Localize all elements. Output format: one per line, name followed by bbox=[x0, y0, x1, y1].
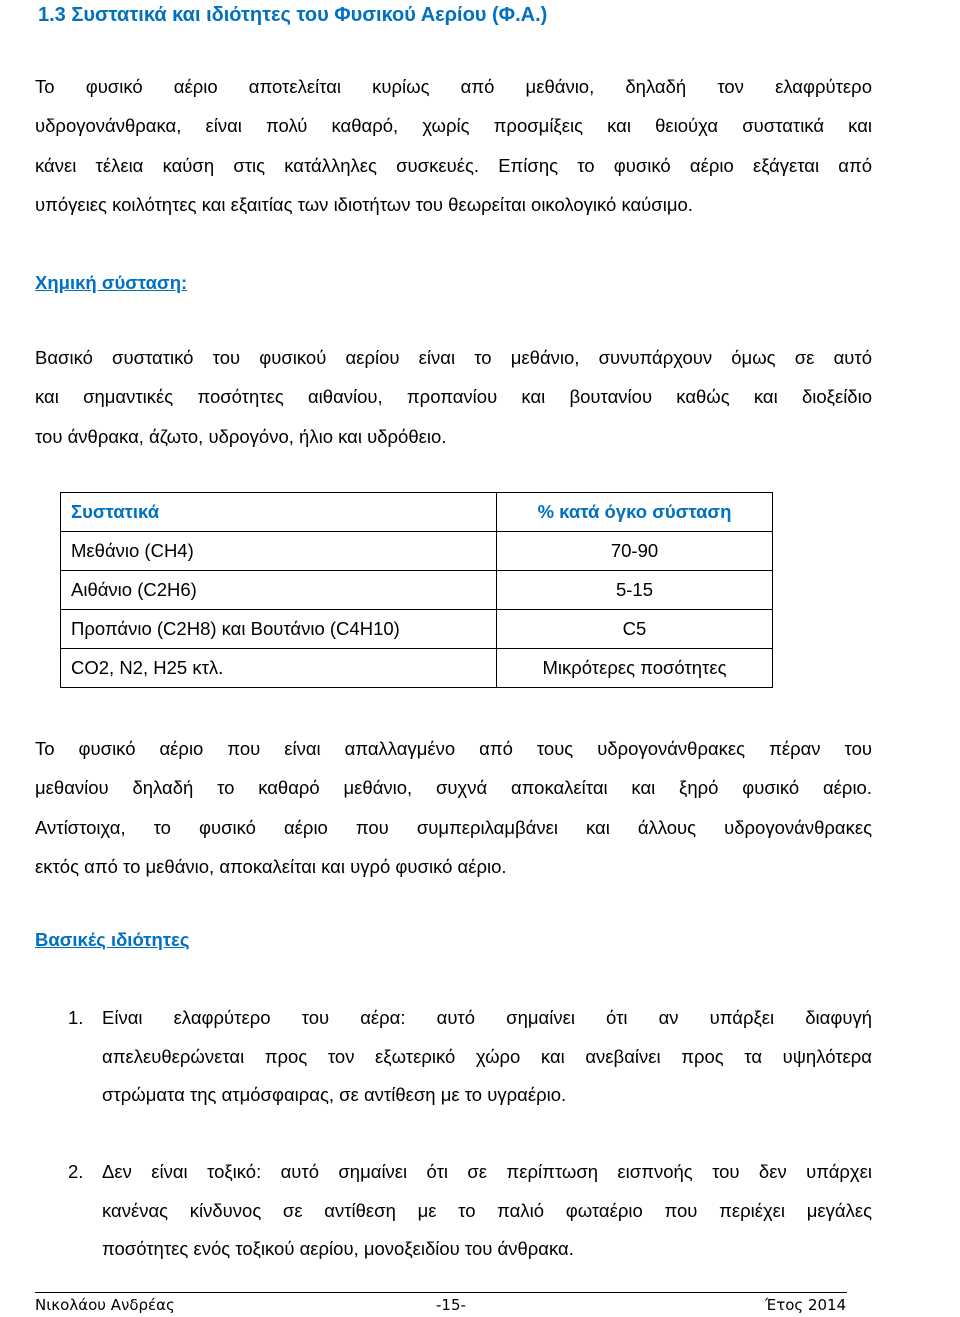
list-item-line: ποσότητες ενός τοξικού αερίου, μονοξειδίου του άνθρακα. bbox=[102, 1238, 574, 1259]
footer-divider bbox=[35, 1292, 847, 1293]
chemical-composition-title: Χημική σύσταση: bbox=[35, 272, 188, 293]
table-row bbox=[61, 532, 773, 571]
list-item-line: Δεν είναι τοξικό: αυτό σημαίνει ότι σε περίπτωση εισπνοής του δεν υπάρχει bbox=[102, 1161, 872, 1182]
table-cell: C5 bbox=[497, 610, 773, 649]
table-header-row bbox=[61, 493, 773, 532]
chemical-paragraph bbox=[35, 338, 872, 456]
list-item-number: 2. bbox=[68, 1161, 84, 1182]
table-cell: Προπάνιο (C2H8) και Βουτάνιο (C4H10) bbox=[61, 610, 497, 649]
table-cell: Μικρότερες ποσότητες bbox=[497, 649, 773, 688]
chemical-line: και σημαντικές ποσότητες αιθανίου, προπανίου και βουτανίου καθώς και διοξείδιο bbox=[35, 386, 872, 408]
table-cell: Μεθάνιο (CH4) bbox=[61, 532, 497, 571]
list-item-line: απελευθερώνεται προς τον εξωτερικό χώρο και ανεβαίνει προς τα υψηλότερα bbox=[102, 1045, 872, 1067]
footer-page-number: -15- bbox=[436, 1296, 466, 1314]
footer-author: Νικολάου Ανδρέας bbox=[35, 1296, 175, 1314]
footer-year: Έτος 2014 bbox=[765, 1296, 847, 1314]
intro-paragraph bbox=[35, 67, 872, 224]
list-item bbox=[68, 1153, 872, 1269]
table-cell: Αιθάνιο (C2H6) bbox=[61, 571, 497, 610]
dry-wet-paragraph bbox=[35, 729, 872, 886]
chemical-line: Βασικό συστατικό του φυσικού αερίου είναι το μεθάνιο, συνυπάρχουν όμως σε αυτό bbox=[35, 347, 872, 368]
table-row bbox=[61, 610, 773, 649]
dry-wet-line: εκτός από το μεθάνιο, αποκαλείται και υγρό φυσικό αέριο. bbox=[35, 855, 507, 877]
table-cell: 70-90 bbox=[497, 532, 773, 571]
section-heading: 1.3 Συστατικά και ιδιότητες του Φυσικού Αερίου (Φ.Α.) bbox=[38, 4, 548, 26]
intro-line: υπόγειες κοιλότητες και εξαιτίας των ιδιοτήτων του θεωρείται οικολογικό καύσιμο. bbox=[35, 193, 693, 215]
list-item-line: Είναι ελαφρύτερο του αέρα: αυτό σημαίνει ότι αν υπάρξει διαφυγή bbox=[102, 1007, 872, 1028]
intro-line: Το φυσικό αέριο αποτελείται κυρίως από μεθάνιο, δηλαδή τον ελαφρύτερο bbox=[35, 76, 872, 97]
table-row bbox=[61, 649, 773, 688]
table-cell: CO2, N2, H25 κτλ. bbox=[61, 649, 497, 688]
table-row bbox=[61, 571, 773, 610]
table-header-cell: % κατά όγκο σύσταση bbox=[497, 493, 773, 532]
list-item-line: κανένας κίνδυνος σε αντίθεση με το παλιό φωταέριο που περιέχει μεγάλες bbox=[102, 1199, 872, 1221]
chemical-line: του άνθρακα, άζωτο, υδρογόνο, ήλιο και υδρόθειο. bbox=[35, 425, 447, 447]
intro-line: υδρογονάνθρακα, είναι πολύ καθαρό, χωρίς προσμίξεις και θειούχα συστατικά και bbox=[35, 115, 872, 137]
basic-properties-title: Βασικές ιδιότητες bbox=[35, 929, 190, 950]
dry-wet-line: Το φυσικό αέριο που είναι απαλλαγμένο από τους υδρογονάνθρακες πέραν του bbox=[35, 738, 872, 759]
list-item-number: 1. bbox=[68, 1007, 84, 1028]
list-item bbox=[68, 999, 872, 1115]
dry-wet-line: μεθανίου δηλαδή το καθαρό μεθάνιο, συχνά αποκαλείται και ξηρό φυσικό αέριο. bbox=[35, 777, 872, 799]
composition-table bbox=[60, 492, 773, 688]
intro-line: κάνει τέλεια καύση στις κατάλληλες συσκευές. Επίσης το φυσικό αέριο εξάγεται από bbox=[35, 154, 872, 176]
table-cell: 5-15 bbox=[497, 571, 773, 610]
list-item-line: στρώματα της ατμόσφαιρας, σε αντίθεση με το υγραέριο. bbox=[102, 1084, 567, 1105]
table-header-cell: Συστατικά bbox=[61, 493, 497, 532]
dry-wet-line: Αντίστοιχα, το φυσικό αέριο που συμπεριλαμβάνει και άλλους υδρογονάνθρακες bbox=[35, 816, 872, 838]
